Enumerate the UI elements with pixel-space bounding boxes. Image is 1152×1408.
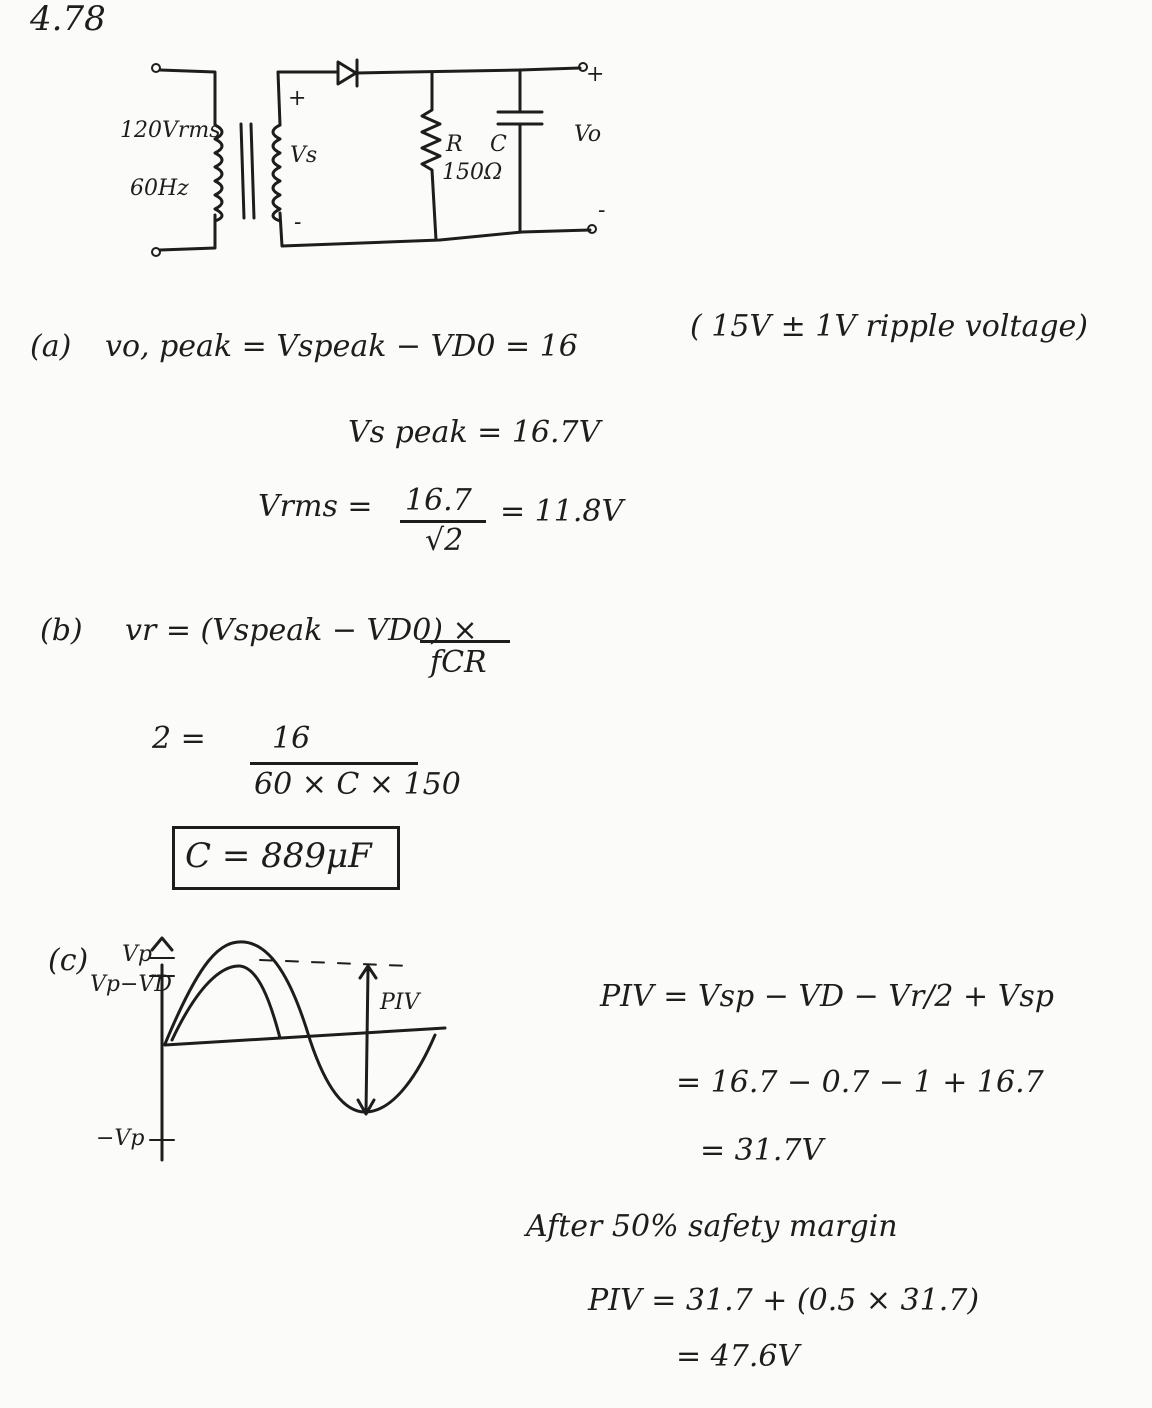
part-a-vrms-numerator: 16.7 bbox=[405, 483, 472, 518]
part-b-line1: vr = (Vspeak − VD0) × bbox=[125, 613, 478, 648]
piv-equation-5: = 47.6V bbox=[676, 1339, 800, 1374]
secondary-coil bbox=[273, 125, 280, 221]
secondary-minus-label: - bbox=[294, 210, 302, 235]
waveform-piv-label: PIV bbox=[380, 990, 420, 1015]
diode bbox=[330, 60, 357, 86]
piv-equation-2: = 16.7 − 0.7 − 1 + 16.7 bbox=[676, 1065, 1044, 1100]
part-b-line2-denominator: 60 × C × 150 bbox=[254, 767, 461, 802]
secondary-voltage-label: Vs bbox=[290, 143, 318, 168]
output-plus-label: + bbox=[586, 62, 605, 87]
part-b-answer: C = 889μF bbox=[185, 836, 372, 876]
safety-margin-text: After 50% safety margin bbox=[526, 1209, 898, 1244]
resistor-value-label: 150Ω bbox=[442, 160, 503, 185]
primary-lead-top bbox=[160, 70, 215, 125]
part-b-line1-denominator: fCR bbox=[430, 645, 487, 680]
primary-lead-bottom bbox=[160, 215, 215, 250]
output-hump bbox=[172, 966, 280, 1040]
piv-equation-3: = 31.7V bbox=[700, 1133, 824, 1168]
part-b-fraction-bar-2 bbox=[250, 762, 418, 765]
transformer-core bbox=[241, 124, 254, 218]
output-voltage-label: Vo bbox=[574, 122, 602, 147]
piv-arrow-line bbox=[366, 970, 368, 1112]
part-a-vrms-left: Vrms = bbox=[258, 489, 373, 524]
source-voltage-label: 120Vrms bbox=[120, 118, 221, 143]
piv-equation-4: PIV = 31.7 + (0.5 × 31.7) bbox=[588, 1283, 980, 1318]
input-sine bbox=[165, 942, 435, 1112]
x-axis bbox=[165, 1028, 445, 1045]
part-a-vrms-denominator: √2 bbox=[425, 523, 464, 558]
problem-number: 4.78 bbox=[30, 0, 106, 39]
part-a-line2: Vs peak = 16.7V bbox=[348, 415, 601, 450]
y-axis-arrow bbox=[152, 938, 172, 950]
waveform-neg-vp-label: −Vp bbox=[96, 1126, 145, 1151]
waveform-sketch bbox=[150, 938, 445, 1160]
peak-dash-line bbox=[260, 960, 410, 966]
part-b-tag: (b) bbox=[40, 613, 83, 648]
part-b-line2-left: 2 = bbox=[152, 721, 206, 756]
part-b-line2-numerator: 16 bbox=[272, 721, 311, 756]
output-minus-label: - bbox=[598, 198, 606, 223]
part-b-answer-box bbox=[172, 826, 400, 890]
secondary-plus-label: + bbox=[288, 86, 307, 111]
part-a-vrms-result: = 11.8V bbox=[500, 494, 624, 529]
waveform-vp-vd-label: Vp−VD bbox=[90, 972, 172, 997]
circuit-diagram bbox=[152, 60, 596, 256]
part-a-line1: vo, peak = Vspeak − VD0 = 16 bbox=[105, 329, 578, 364]
source-frequency-label: 60Hz bbox=[130, 176, 189, 201]
resistor-label: R bbox=[446, 132, 463, 157]
part-b-fraction-bar-1 bbox=[420, 640, 510, 643]
part-a-ripple-note: ( 15V ± 1V ripple voltage) bbox=[690, 309, 1089, 344]
capacitor-label: C bbox=[490, 132, 507, 157]
waveform-vp-label: Vp bbox=[122, 942, 152, 967]
top-rail bbox=[357, 68, 580, 73]
part-a-tag: (a) bbox=[30, 329, 72, 364]
piv-equation-1: PIV = Vsp − VD − Vr/2 + Vsp bbox=[600, 979, 1054, 1014]
resistor bbox=[422, 72, 440, 240]
part-c-tag: (c) bbox=[48, 943, 89, 978]
